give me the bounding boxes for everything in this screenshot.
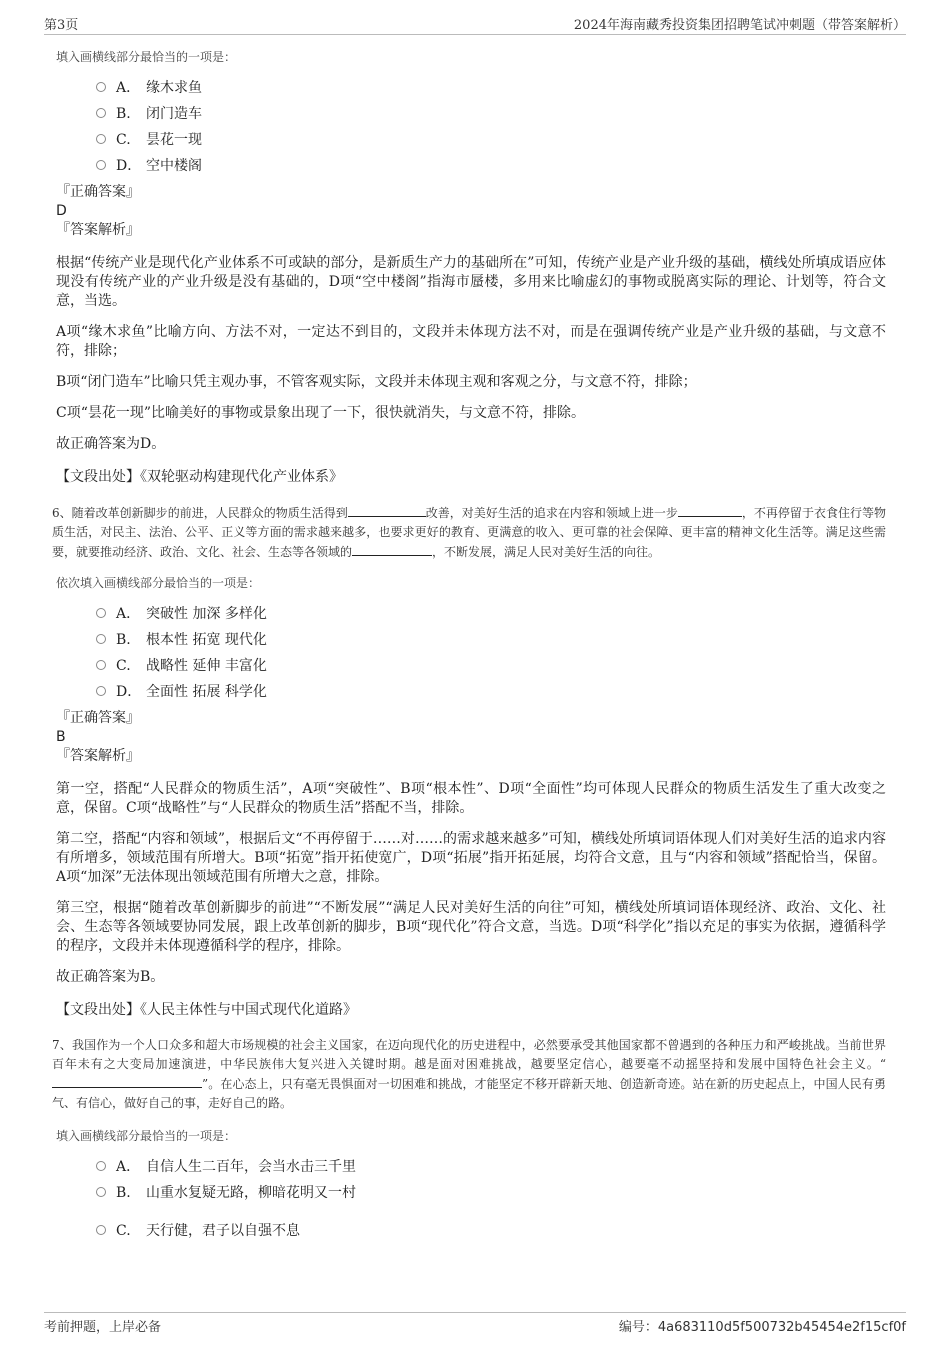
q5-option-a[interactable] (96, 75, 886, 101)
radio-icon[interactable] (96, 82, 106, 92)
q7-text-part: 7、我国作为一个人口众多和超大市场规模的社会主义国家，在迈向现代化的历史进程中，必然要承受其他国家都不曾遇到的各种压力和严峻挑战。当前世界百年未有之大变局加速演进，中华民族伟大复兴进入关键时期。越是面对困难挑战，越要坚定信心，越要毫不动摇坚持和发展中国特色社会主义。“ (52, 1038, 886, 1071)
option-letter: D． (116, 158, 142, 174)
q6-answer: B (56, 729, 66, 745)
q7-blank (52, 1074, 202, 1088)
q6-conclusion: 故正确答案为B。 (56, 969, 165, 985)
page-number: 第3页 (44, 18, 79, 33)
code-label: 编号： (618, 1320, 658, 1335)
q5-analysis-paragraph: 根据“传统产业是现代化产业体系不可或缺的部分，是新质生产力的基础所在”可知，传统产业是产业升级的基础，横线处所填成语应体现没有传统产业的产业升级是没有基础的，D项“空中楼阁”指海市蜃楼，多用来比喻虚幻的事物或脱离实际的理论、计划等，符合文意，当选。 (56, 255, 886, 309)
q5-answer: D (56, 203, 67, 219)
q6-question-text (52, 503, 886, 562)
q6-blank-3 (352, 542, 432, 556)
q6-blank-1 (348, 503, 426, 517)
radio-icon[interactable] (96, 1161, 106, 1171)
radio-icon[interactable] (96, 108, 106, 118)
page-footer (44, 1312, 906, 1335)
option-text: 根本性 拓宽 现代化 (146, 632, 267, 648)
q6-option-b[interactable] (96, 627, 886, 653)
option-text: 全面性 拓展 科学化 (146, 684, 267, 700)
footer-slogan: 考前押题，上岸必备 (44, 1320, 162, 1335)
option-letter: B. (116, 106, 131, 122)
option-text: 山重水复疑无路，柳暗花明又一村 (146, 1185, 356, 1201)
q6-text-part: ，不断发展，满足人民对美好生活的向往。 (432, 545, 661, 559)
document-code (619, 1316, 906, 1335)
q5-options (96, 75, 886, 179)
q6-answer-label: 『正确答案』 (56, 710, 140, 726)
option-letter: C. (116, 658, 131, 674)
q7-option-c[interactable] (96, 1218, 886, 1244)
radio-icon[interactable] (96, 1225, 106, 1235)
q7-prompt: 填入画横线部分最恰当的一项是： (56, 1129, 237, 1143)
q6-option-c[interactable] (96, 653, 886, 679)
q6-options (96, 601, 886, 705)
q6-blank-2 (678, 503, 742, 517)
option-text: 空中楼阁 (146, 158, 202, 174)
q5-option-c[interactable] (96, 127, 886, 153)
document-title: 2024年海南藏秀投资集团招聘笔试冲刺题（带答案解析） (573, 18, 906, 33)
q6-analysis-paragraph: 第三空，根据“随着改革创新脚步的前进”“不断发展”“满足人民对美好生活的向往”可知，横线处所填词语体现经济、政治、文化、社会、生态等各领域要协同发展，跟上改革创新的脚步，B项“现代化”符合文意，当选。D项“科学化”指以充足的事实为依据，遵循科学的程序，文段并未体现遵循科学的程序，排除。 (56, 900, 886, 954)
q7-option-b[interactable] (96, 1180, 886, 1206)
option-text: 闭门造车 (146, 106, 202, 122)
q7-text-part: ”。在心态上，只有毫无畏惧面对一切困难和挑战，才能坚定不移开辟新天地、创造新奇迹。站在新的历史起点上，中国人民有勇气、有信心，做好自己的事，走好自己的路。 (52, 1077, 886, 1110)
q5-analysis-paragraph: A项“缘木求鱼”比喻方向、方法不对，一定达不到目的，文段并未体现方法不对，而是在强调传统产业是产业升级的基础，与文意不符，排除； (56, 324, 886, 359)
q6-analysis-paragraph: 第一空，搭配“人民群众的物质生活”，A项“突破性”、B项“根本性”、D项“全面性”均可体现人民群众的物质生活发生了重大改变之意，保留。C项“战略性”与“人民群众的物质生活”搭配不当，排除。 (56, 781, 886, 816)
q5-conclusion: 故正确答案为D。 (56, 436, 166, 452)
radio-icon[interactable] (96, 1187, 106, 1197)
q5-prompt: 填入画横线部分最恰当的一项是： (56, 50, 237, 64)
option-letter: A． (116, 80, 141, 96)
q7-question-text (52, 1036, 886, 1113)
radio-icon[interactable] (96, 160, 106, 170)
radio-icon[interactable] (96, 686, 106, 696)
option-letter: C. (116, 132, 131, 148)
q6-option-a[interactable] (96, 601, 886, 627)
q6-text-part: 6、随着改革创新脚步的前进，人民群众的物质生活得到 (52, 506, 348, 520)
q5-option-d[interactable] (96, 153, 886, 179)
page-content (52, 42, 886, 1244)
q6-option-d[interactable] (96, 679, 886, 705)
q5-answer-label: 『正确答案』 (56, 184, 140, 200)
q6-analysis-label: 『答案解析』 (56, 748, 140, 764)
radio-icon[interactable] (96, 634, 106, 644)
radio-icon[interactable] (96, 608, 106, 618)
q5-source: 【文段出处】《双轮驱动构建现代化产业体系》 (56, 469, 343, 485)
q7-options (96, 1154, 886, 1244)
q5-analysis-label: 『答案解析』 (56, 222, 140, 238)
page-header (44, 12, 906, 35)
option-letter: B. (116, 632, 131, 648)
q6-text-part: ，不再停留于衣食住行等物质生活，对民主、法治、公平、正义等方面的需求越来越多，也要求更好的教育、更满意的收入、更可靠的社会保障、更丰富的精神文化生活等。满足这些需要，就要推动经济、政治、文化、社会、生态等各领域的 (52, 506, 886, 559)
option-letter: A． (116, 1159, 141, 1175)
q5-analysis-paragraph: C项“昙花一现”比喻美好的事物或景象出现了一下，很快就消失，与文意不符，排除。 (56, 405, 586, 421)
q7-option-a[interactable] (96, 1154, 886, 1180)
q5-option-b[interactable] (96, 101, 886, 127)
radio-icon[interactable] (96, 134, 106, 144)
option-text: 缘木求鱼 (146, 80, 202, 96)
q6-analysis-paragraph: 第二空，搭配“内容和领域”，根据后文“不再停留于……对……的需求越来越多”可知，横线处所填词语体现人们对美好生活的追求内容有所增多，领域范围有所增大。B项“拓宽”指开拓使宽广，D项“拓展”指开拓延展，均符合文意，且与“内容和领域”搭配恰当，保留。A项“加深”无法体现出领域范围有所增大之意，排除。 (56, 831, 886, 885)
option-letter: B. (116, 1185, 131, 1201)
q6-source: 【文段出处】《人民主体性与中国式现代化道路》 (56, 1002, 357, 1018)
option-text: 昙花一现 (146, 132, 202, 148)
code-value: 4a683110d5f500732b45454e2f15cf0f (657, 1320, 906, 1335)
option-text: 自信人生二百年，会当水击三千里 (146, 1159, 356, 1175)
q6-text-part: 改善，对美好生活的追求在内容和领域上进一步 (425, 506, 678, 520)
q6-prompt: 依次填入画横线部分最恰当的一项是： (56, 576, 261, 590)
option-text: 天行健，君子以自强不息 (146, 1223, 300, 1239)
option-letter: C. (116, 1223, 131, 1239)
option-text: 突破性 加深 多样化 (146, 606, 267, 622)
option-text: 战略性 延伸 丰富化 (146, 658, 267, 674)
option-letter: A． (116, 606, 141, 622)
option-letter: D． (116, 684, 142, 700)
q5-analysis-paragraph: B项“闭门造车”比喻只凭主观办事，不管客观实际，文段并未体现主观和客观之分，与文意不符，排除； (56, 374, 697, 390)
radio-icon[interactable] (96, 660, 106, 670)
